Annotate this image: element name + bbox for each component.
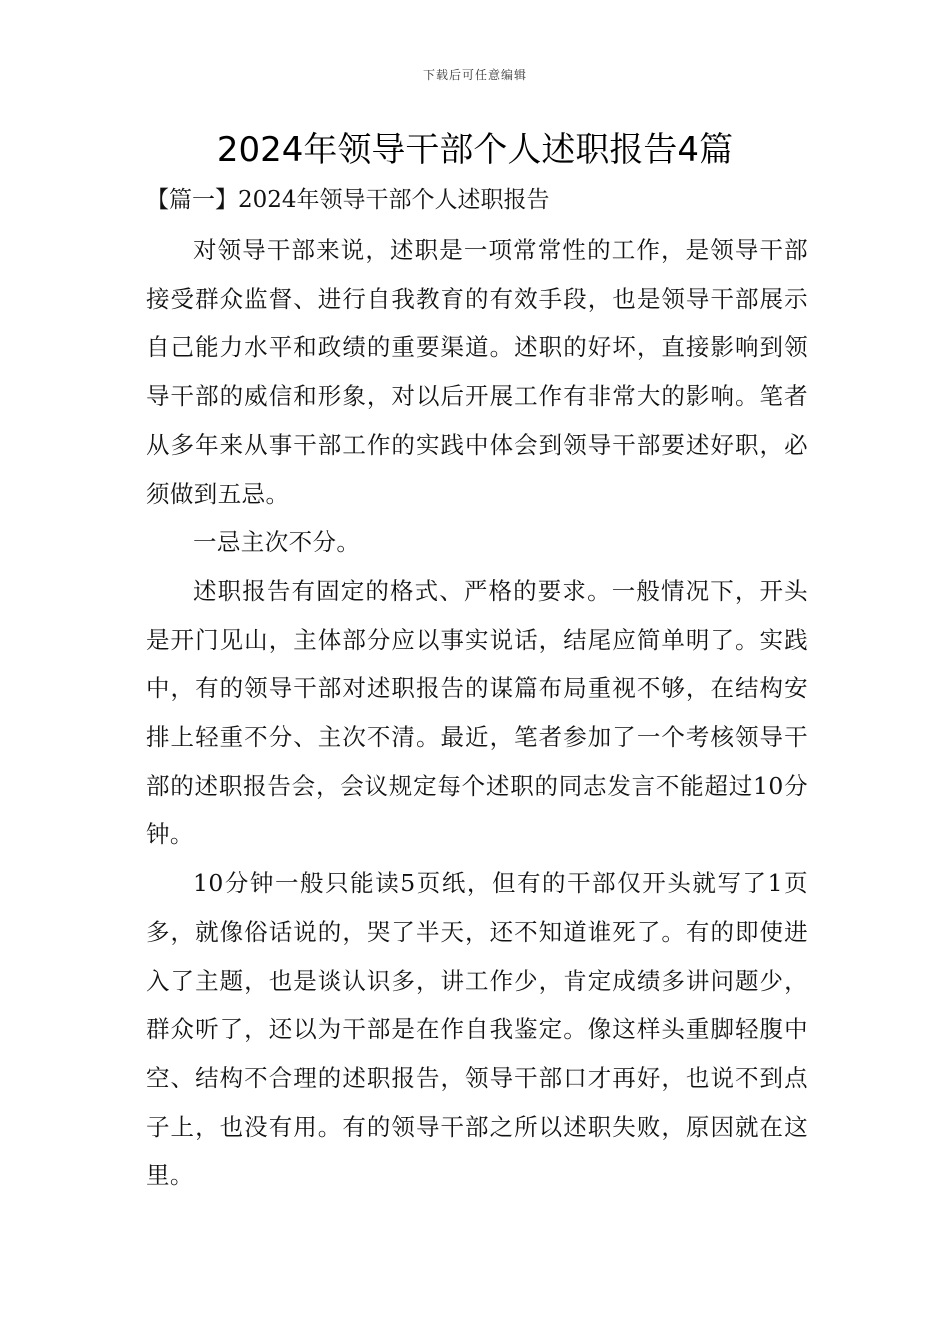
paragraph: 一忌主次不分。	[193, 528, 361, 557]
section-heading: 【篇一】2024年领导干部个人述职报告	[146, 187, 550, 213]
header-note: 下载后可任意编辑	[422, 68, 527, 82]
document-title: 2024年领导干部个人述职报告4篇	[216, 130, 734, 170]
paragraph: 对领导干部来说，述职是一项常常性的工作，是领导干部接受群众监督、进行自我教育的有效手段，也是领导干部展示自己能力水平和政绩的重要渠道。述职的好坏，直接影响到领导干部的威信和形象，对以后开展工作有非常大的影响。笔者从多年来从事干部工作的实践中体会到领导干部要述好职，必须做到五忌。	[146, 236, 808, 508]
paragraph: 述职报告有固定的格式、严格的要求。一般情况下，开头是开门见山，主体部分应以事实说话，结尾应简单明了。实践中，有的领导干部对述职报告的谋篇布局重视不够，在结构安排上轻重不分、主次不清。最近，笔者参加了一个考核领导干部的述职报告会，会议规定每个述职的同志发言不能超过10分钟。	[146, 576, 808, 849]
paragraph: 10分钟一般只能读5页纸，但有的干部仅开头就写了1页多，就像俗话说的，哭了半天，还不知道谁死了。有的即使进入了主题，也是谈认识多，讲工作少，肯定成绩多讲问题少，群众听了，还以为干部是在作自我鉴定。像这样头重脚轻腹中空、结构不合理的述职报告，领导干部口才再好，也说不到点子上，也没有用。有的领导干部之所以述职失败，原因就在这里。	[146, 869, 808, 1190]
body-text	[146, 226, 808, 1200]
